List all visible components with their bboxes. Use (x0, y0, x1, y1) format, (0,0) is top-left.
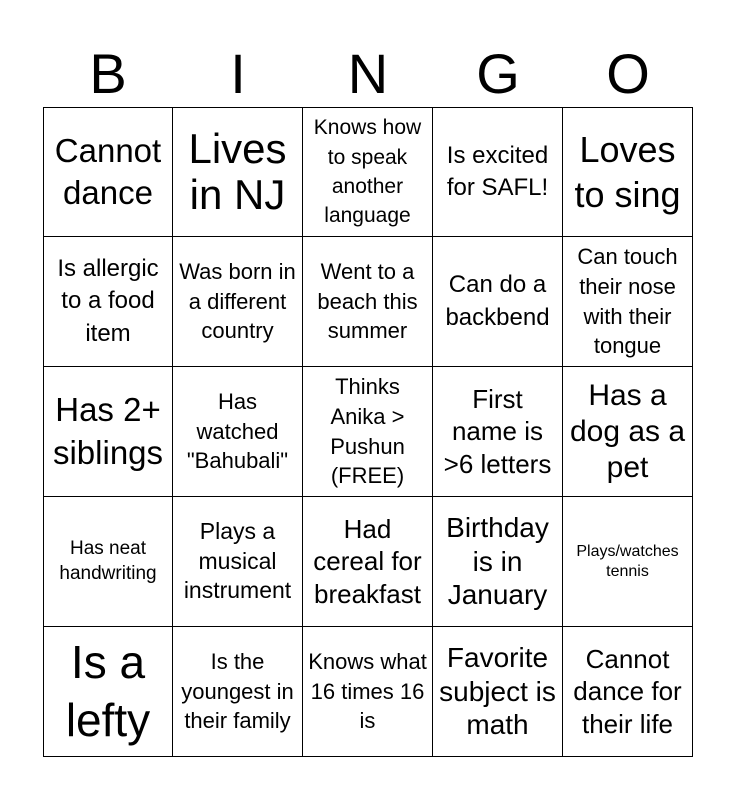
header-letter-n: N (347, 42, 389, 105)
cell-text: Has watched "Bahubali" (186, 388, 289, 474)
cell-text: Knows how to speak another language (313, 116, 422, 228)
header-letter-g: G (476, 42, 520, 105)
bingo-cell[interactable] (173, 497, 303, 627)
bingo-cell[interactable] (433, 367, 563, 497)
bingo-cell[interactable] (43, 107, 173, 237)
bingo-cell[interactable] (43, 627, 173, 757)
bingo-cell[interactable] (303, 627, 433, 757)
bingo-cell[interactable] (433, 627, 563, 757)
bingo-cell[interactable] (43, 237, 173, 367)
bingo-cell[interactable] (303, 367, 433, 497)
cell-text: Knows what 16 times 16 is (308, 648, 427, 734)
bingo-cell[interactable] (303, 237, 433, 367)
header-letter-o: O (606, 42, 650, 105)
cell-text: Has neat handwriting (59, 537, 157, 584)
cell-text: Plays a musical instrument (183, 517, 292, 604)
bingo-cell[interactable] (563, 627, 693, 757)
bingo-cell[interactable] (303, 107, 433, 237)
bingo-cell[interactable] (43, 497, 173, 627)
header-letter-i: I (230, 42, 246, 105)
bingo-cell[interactable] (433, 497, 563, 627)
cell-text: Can do a backbend (445, 271, 550, 331)
bingo-board (43, 107, 693, 757)
cell-text: Has a dog as a pet (569, 378, 686, 484)
cell-text: Plays/watches tennis (576, 542, 679, 580)
cell-text: Has 2+ siblings (52, 391, 164, 471)
bingo-cell[interactable] (563, 237, 693, 367)
bingo-cell[interactable] (173, 107, 303, 237)
cell-text: Had cereal for breakfast (313, 513, 422, 609)
cell-text: Can touch their nose with their tongue (577, 244, 678, 359)
bingo-cell[interactable] (433, 107, 563, 237)
cell-text: Went to a beach this summer (317, 258, 418, 344)
bingo-cell[interactable] (43, 367, 173, 497)
cell-text: Birthday is in January (446, 512, 549, 611)
cell-text: Is a lefty (65, 636, 151, 746)
cell-text: Is the youngest in their family (181, 648, 294, 734)
cell-text: Cannot dance for their life (573, 643, 682, 739)
bingo-cell[interactable] (173, 237, 303, 367)
cell-text: Thinks Anika > Pushun (FREE) (330, 374, 405, 489)
cell-text: Favorite subject is math (439, 642, 556, 741)
cell-text: Is allergic to a food item (57, 254, 159, 347)
bingo-cell[interactable] (563, 497, 693, 627)
cell-text: First name is >6 letters (443, 383, 552, 479)
cell-text: Is excited for SAFL! (446, 141, 549, 201)
cell-text: Cannot dance (54, 131, 162, 211)
bingo-cell[interactable] (173, 367, 303, 497)
cell-text: Was born in a different country (179, 258, 296, 344)
bingo-cell[interactable] (433, 237, 563, 367)
header-letter-b: B (89, 42, 127, 105)
cell-text: Lives in NJ (188, 124, 287, 218)
bingo-cell[interactable] (303, 497, 433, 627)
bingo-cell[interactable] (563, 107, 693, 237)
bingo-cell[interactable] (173, 627, 303, 757)
bingo-header (43, 40, 693, 108)
cell-text: Loves to sing (574, 128, 681, 215)
bingo-cell[interactable] (563, 367, 693, 497)
